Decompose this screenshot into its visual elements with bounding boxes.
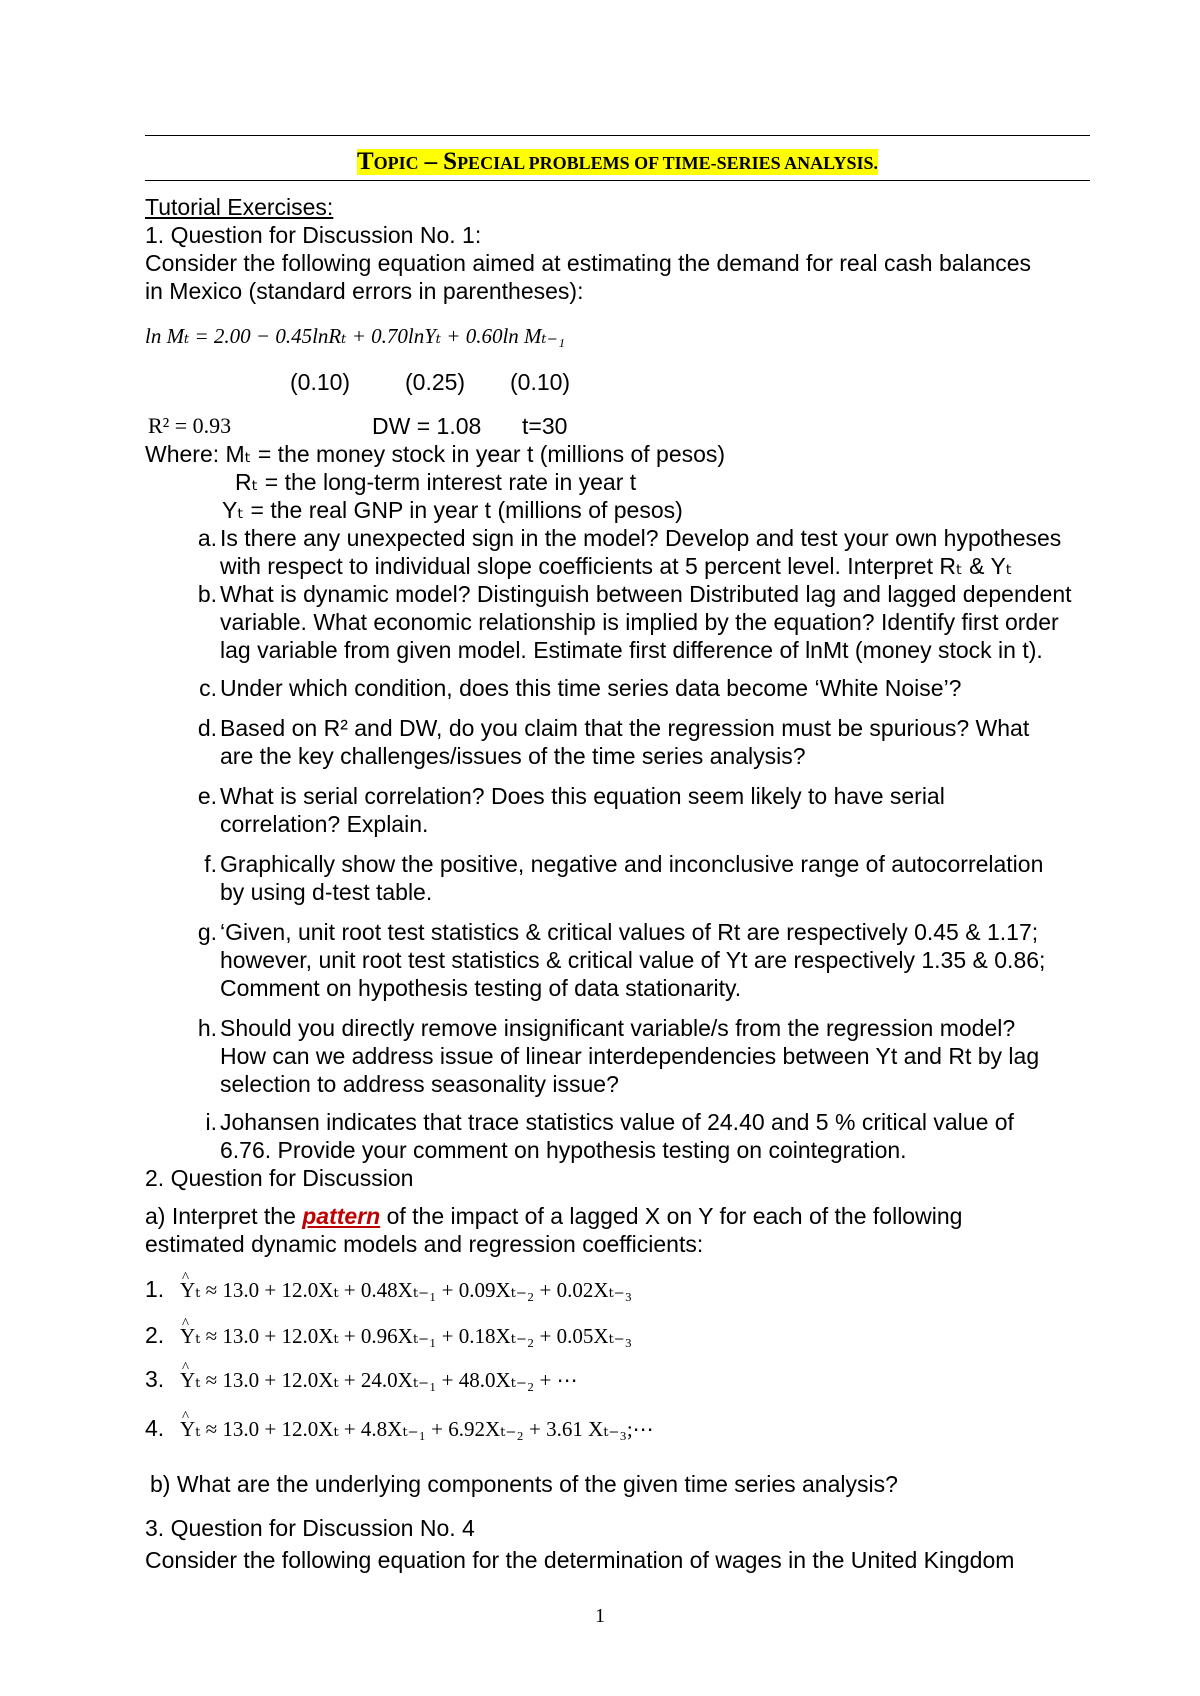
- item-b-line-3: lag variable from given model. Estimate first difference of lnMt (money stock in t).: [220, 637, 1043, 663]
- model-equation: ^ Yₜ ≈ 13.0 + 12.0Xₜ + 4.8Xₜ₋₁ + 6.92Xₜ₋₂ + 3.61 Xₜ₋₃;⋯: [180, 1415, 654, 1443]
- q2a-prefix: a) Interpret the: [145, 1203, 303, 1229]
- y-hat-symbol: ^ Yₜ: [180, 1415, 200, 1443]
- item-h-line-1: Should you directly remove insignificant variable/s from the regression model?: [220, 1015, 1016, 1041]
- std-error-2: (0.25): [405, 369, 466, 395]
- item-label: c.: [199, 675, 217, 701]
- q1-equation: ln Mₜ = 2.00 − 0.45lnRₜ + 0.70lnYₜ + 0.60ln Mₜ₋₁: [145, 324, 566, 348]
- page-title: TOPIC – SPECIAL PROBLEMS OF TIME-SERIES ANALYSIS.: [356, 148, 879, 175]
- model-equation: ^ Yₜ ≈ 13.0 + 12.0Xₜ + 0.96Xₜ₋₁ + 0.18Xₜ₋₂ + 0.05Xₜ₋₃: [180, 1322, 632, 1350]
- model-label: 3.: [145, 1366, 165, 1392]
- durbin-watson: DW = 1.08: [372, 413, 482, 439]
- item-i-line-2: 6.76. Provide your comment on hypothesis testing on cointegration.: [220, 1137, 907, 1163]
- std-error-3: (0.10): [510, 369, 571, 395]
- item-d-line-1: Based on R² and DW, do you claim that the regression must be spurious? What: [220, 715, 1030, 741]
- where-line-2: Rₜ = the long-term interest rate in year t: [235, 469, 637, 495]
- where-line-3: Yₜ = the real GNP in year t (millions of pesos): [222, 497, 683, 523]
- item-c-line-1: Under which condition, does this time series data become ‘White Noise’?: [220, 675, 962, 701]
- model-equation: ^ Yₜ ≈ 13.0 + 12.0Xₜ + 0.48Xₜ₋₁ + 0.09Xₜ₋₂ + 0.02Xₜ₋₃: [180, 1276, 632, 1304]
- item-e-line-2: correlation? Explain.: [220, 811, 429, 837]
- item-g-line-3: Comment on hypothesis testing of data stationarity.: [220, 975, 742, 1001]
- q2b-line: b) What are the underlying components of the given time series analysis?: [150, 1471, 898, 1497]
- page-number: 1: [595, 1605, 605, 1627]
- top-rule: [145, 135, 1090, 136]
- item-d-line-2: are the key challenges/issues of the time series analysis?: [220, 743, 806, 769]
- pattern-emphasis: pattern: [302, 1203, 381, 1229]
- item-label: f.: [204, 851, 217, 877]
- q1-intro-line-1: Consider the following equation aimed at estimating the demand for real cash balances: [145, 250, 1032, 276]
- title-rule: [145, 180, 1090, 181]
- item-a-line-1: Is there any unexpected sign in the model? Develop and test your own hypotheses: [220, 525, 1062, 551]
- std-error-1: (0.10): [290, 369, 351, 395]
- item-b-line-2: variable. What economic relationship is implied by the equation? Identify first order: [220, 609, 1059, 635]
- item-label: i.: [205, 1109, 217, 1135]
- item-label: h.: [197, 1015, 217, 1041]
- item-label: e.: [197, 783, 217, 809]
- item-f-line-1: Graphically show the positive, negative and inconclusive range of autocorrelation: [220, 851, 1044, 877]
- model-equation: ^ Yₜ ≈ 13.0 + 12.0Xₜ + 24.0Xₜ₋₁ + 48.0Xₜ₋₂ + ⋯: [180, 1366, 578, 1394]
- tutorial-heading: Tutorial Exercises:: [145, 194, 334, 220]
- item-h-line-2: How can we address issue of linear interdependencies between Yt and Rt by lag: [220, 1043, 1040, 1069]
- q2a-line-2: estimated dynamic models and regression coefficients:: [145, 1231, 704, 1257]
- t-count: t=30: [522, 413, 568, 439]
- q1-intro-line-2: in Mexico (standard errors in parentheses):: [145, 278, 584, 304]
- q2a-line-1: [145, 1202, 962, 1230]
- item-label: b.: [197, 581, 217, 607]
- q2a-suffix: of the impact of a lagged X on Y for each of the following: [380, 1203, 963, 1229]
- item-label: d.: [197, 715, 217, 741]
- y-hat-symbol: ^ Yₜ: [180, 1366, 200, 1394]
- item-e-line-1: What is serial correlation? Does this equation seem likely to have serial: [220, 783, 945, 809]
- item-label: a.: [197, 525, 217, 551]
- y-hat-symbol: ^ Yₜ: [180, 1322, 200, 1350]
- q3-heading: 3. Question for Discussion No. 4: [145, 1515, 475, 1541]
- item-g-line-2: however, unit root test statistics & critical value of Yt are respectively 1.35 & 0.86;: [220, 947, 1046, 973]
- item-label: g.: [197, 919, 217, 945]
- model-label: 4.: [145, 1415, 165, 1441]
- item-i-line-1: Johansen indicates that trace statistics value of 24.40 and 5 % critical value of: [220, 1109, 1014, 1135]
- q3-intro: Consider the following equation for the determination of wages in the United Kingdom: [145, 1547, 1015, 1573]
- model-label: 1.: [145, 1276, 165, 1302]
- item-a-line-2: with respect to individual slope coefficients at 5 percent level. Interpret Rₜ & Yₜ: [220, 553, 1013, 579]
- q2-heading: 2. Question for Discussion: [145, 1165, 414, 1191]
- model-label: 2.: [145, 1322, 165, 1348]
- item-h-line-3: selection to address seasonality issue?: [220, 1071, 619, 1097]
- y-hat-symbol: ^ Yₜ: [180, 1276, 200, 1304]
- item-f-line-2: by using d-test table.: [220, 879, 433, 905]
- where-line-1: Where: Mₜ = the money stock in year t (millions of pesos): [145, 441, 726, 467]
- item-b-line-1: What is dynamic model? Distinguish between Distributed lag and lagged dependent: [220, 581, 1072, 607]
- r-squared: R² = 0.93: [148, 413, 232, 438]
- q1-heading: 1. Question for Discussion No. 1:: [145, 222, 482, 248]
- item-g-line-1: ‘Given, unit root test statistics & critical values of Rt are respectively 0.45 & 1.17;: [220, 919, 1039, 945]
